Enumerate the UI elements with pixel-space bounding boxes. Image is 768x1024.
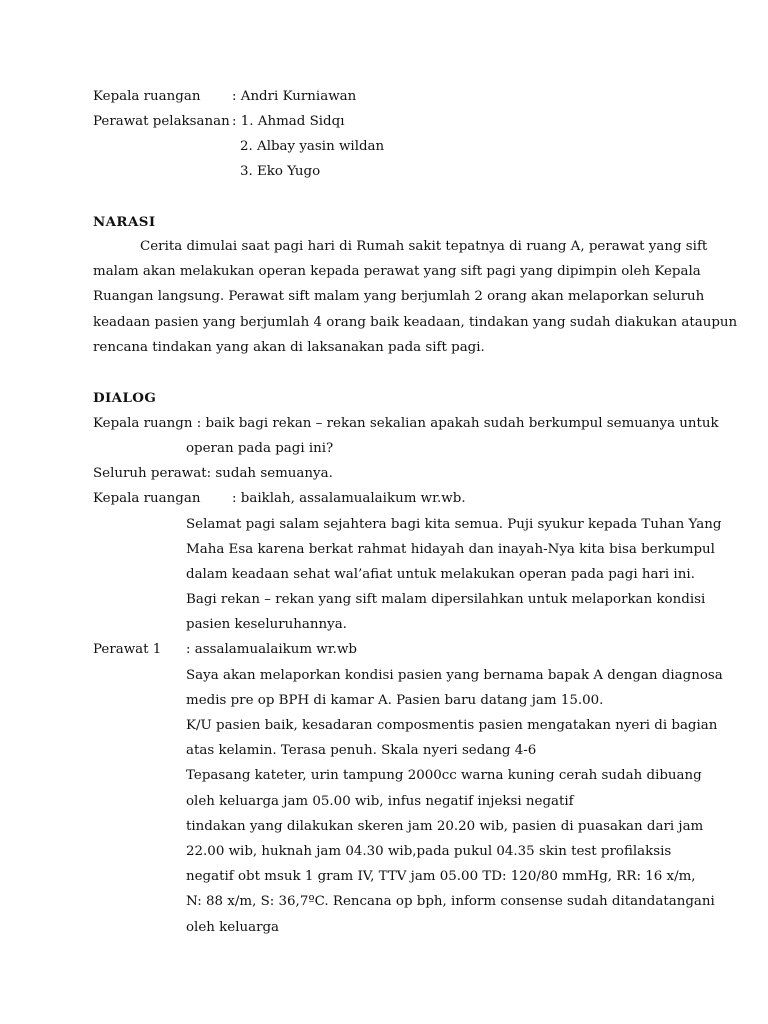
dialog-line: medis pre op BPH di kamar A. Pasien baru datang jam 15.00. — [186, 693, 604, 708]
perawat-1-speaker: Perawat 1 — [93, 642, 162, 657]
dialog-line: Bagi rekan – rekan yang sift malam dipersilahkan untuk melaporkan kondisi — [186, 592, 706, 607]
narasi-line: malam akan melakukan operan kepada perawat yang sift pagi yang dipimpin oleh Kepala — [93, 264, 701, 279]
dialog-line: oleh keluarga — [186, 920, 280, 935]
dialog-line: operan pada pagi ini? — [186, 441, 334, 456]
dialog-line: 22.00 wib, huknah jam 04.30 wib,pada pukul 04.35 skin test profilaksis — [186, 844, 672, 859]
dialog-line: N: 88 x/m, S: 36,7ºC. Rencana op bph, inform consense sudah ditandatangani — [186, 894, 715, 909]
dialog-line: K/U pasien baik, kesadaran composmentis pasien mengatakan nyeri di bagian — [186, 718, 718, 733]
narasi-heading: NARASI — [93, 214, 156, 230]
kepala-ruangan-label: Kepala ruangan — [93, 89, 201, 104]
dialog-line: Saya akan melaporkan kondisi pasien yang bernama bapak A dengan diagnosa — [186, 668, 723, 683]
kepala-ruangan-value: : Andri Kurniawan — [232, 89, 357, 104]
narasi-line: Ruangan langsung. Perawat sift malam yang berjumlah 2 orang akan melaporkan seluruh — [93, 289, 705, 304]
dialog-line: Kepala ruangn : baik bagi rekan – rekan sekalian apakah sudah berkumpul semuanya untuk — [93, 416, 719, 431]
dialog-line: tindakan yang dilakukan skeren jam 20.20 wib, pasien di puasakan dari jam — [186, 819, 704, 834]
dialog-line: negatif obt msuk 1 gram IV, TTV jam 05.00 TD: 120/80 mmHg, RR: 16 x/m, — [186, 869, 696, 884]
perawat-item-1: : 1. Ahmad Sidqı — [232, 114, 345, 129]
dialog-heading: DIALOG — [93, 390, 157, 406]
dialog-line: Maha Esa karena berkat rahmat hidayah dan inayah-Nya kita bisa berkumpul — [186, 542, 715, 557]
perawat-pelaksanan-label: Perawat pelaksanan — [93, 114, 230, 129]
kepala-ruangan-speaker: Kepala ruangan — [93, 491, 201, 506]
perawat-1-speech: : assalamualaikum wr.wb — [186, 642, 357, 657]
narasi-line: Cerita dimulai saat pagi hari di Rumah sakit tepatnya di ruang A, perawat yang sift — [140, 239, 708, 254]
dialog-line: Tepasang kateter, urin tampung 2000cc warna kuning cerah sudah dibuang — [186, 768, 702, 783]
dialog-line: oleh keluarga jam 05.00 wib, infus negatif injeksi negatif — [186, 794, 574, 809]
dialog-line: Seluruh perawat: sudah semuanya. — [93, 466, 333, 481]
perawat-item-3: 3. Eko Yugo — [240, 164, 321, 179]
narasi-line: keadaan pasien yang berjumlah 4 orang baik keadaan, tindakan yang sudah diakukan ataupun — [93, 315, 738, 330]
dialog-line: atas kelamin. Terasa penuh. Skala nyeri sedang 4-6 — [186, 743, 537, 758]
perawat-item-2: 2. Albay yasin wildan — [240, 139, 385, 154]
dialog-line: Selamat pagi salam sejahtera bagi kita semua. Puji syukur kepada Tuhan Yang — [186, 517, 722, 532]
dialog-line: dalam keadaan sehat wal’afiat untuk melakukan operan pada pagi hari ini. — [186, 567, 695, 582]
narasi-line: rencana tindakan yang akan di laksanakan pada sift pagi. — [93, 340, 485, 355]
kepala-ruangan-speech: : baiklah, assalamualaikum wr.wb. — [232, 491, 466, 506]
dialog-line: pasien keseluruhannya. — [186, 617, 347, 632]
